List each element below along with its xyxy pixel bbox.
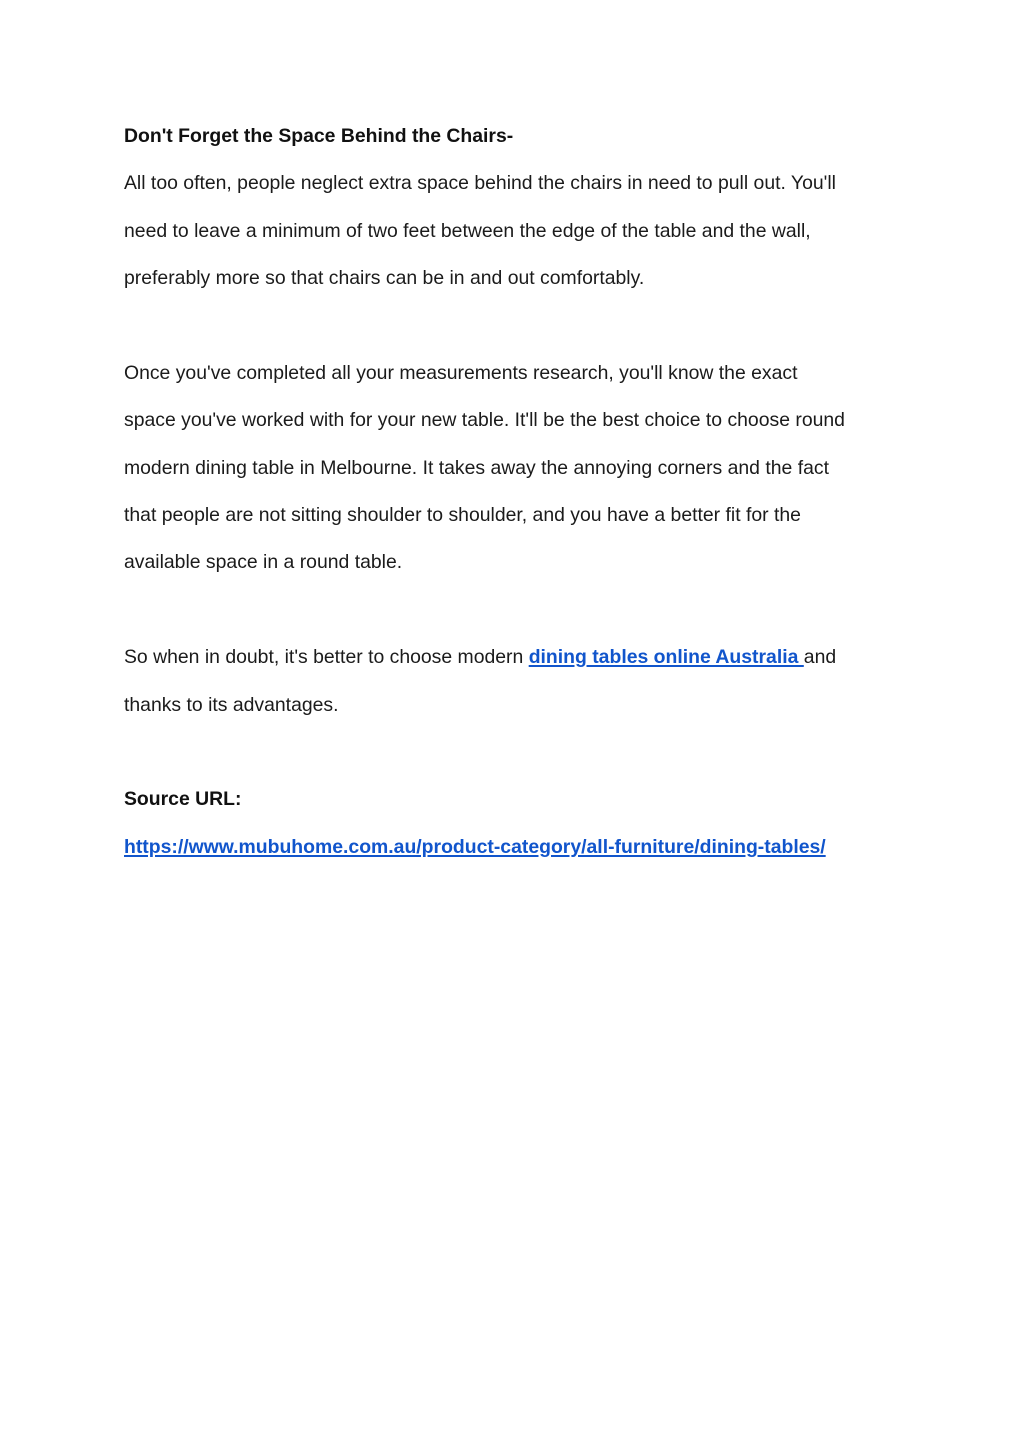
paragraph-2-line-5: available space in a round table. [124, 551, 403, 573]
paragraph-3-text-after-link: and [803, 646, 837, 668]
paragraph-2-line-4: that people are not sitting shoulder to shoulder, and you have a better fit for the [124, 504, 801, 526]
paragraph-3-text-before-link: So when in doubt, it's better to choose modern [124, 646, 529, 668]
paragraph-1-line-3: preferably more so that chairs can be in and out comfortably. [124, 267, 645, 289]
paragraph-1-line-2: need to leave a minimum of two feet between the edge of the table and the wall, [124, 220, 811, 242]
source-url-label: Source URL: [124, 788, 242, 810]
paragraph-3-line-2: thanks to its advantages. [124, 694, 339, 716]
paragraph-2-line-1: Once you've completed all your measurements research, you'll know the exact [124, 362, 798, 384]
source-url-link[interactable]: https://www.mubuhome.com.au/product-category/all-furniture/dining-tables/ [124, 836, 826, 858]
paragraph-3-line-1 [124, 645, 836, 669]
dining-tables-link[interactable]: dining tables online Australia [528, 646, 804, 668]
section-heading: Don't Forget the Space Behind the Chairs- [124, 125, 514, 147]
paragraph-2-line-2: space you've worked with for your new table. It'll be the best choice to choose round [124, 409, 845, 431]
source-url-line [124, 835, 826, 859]
paragraph-1-line-1: All too often, people neglect extra space behind the chairs in need to pull out. You'll [124, 172, 836, 194]
paragraph-2-line-3: modern dining table in Melbourne. It takes away the annoying corners and the fact [124, 457, 829, 479]
